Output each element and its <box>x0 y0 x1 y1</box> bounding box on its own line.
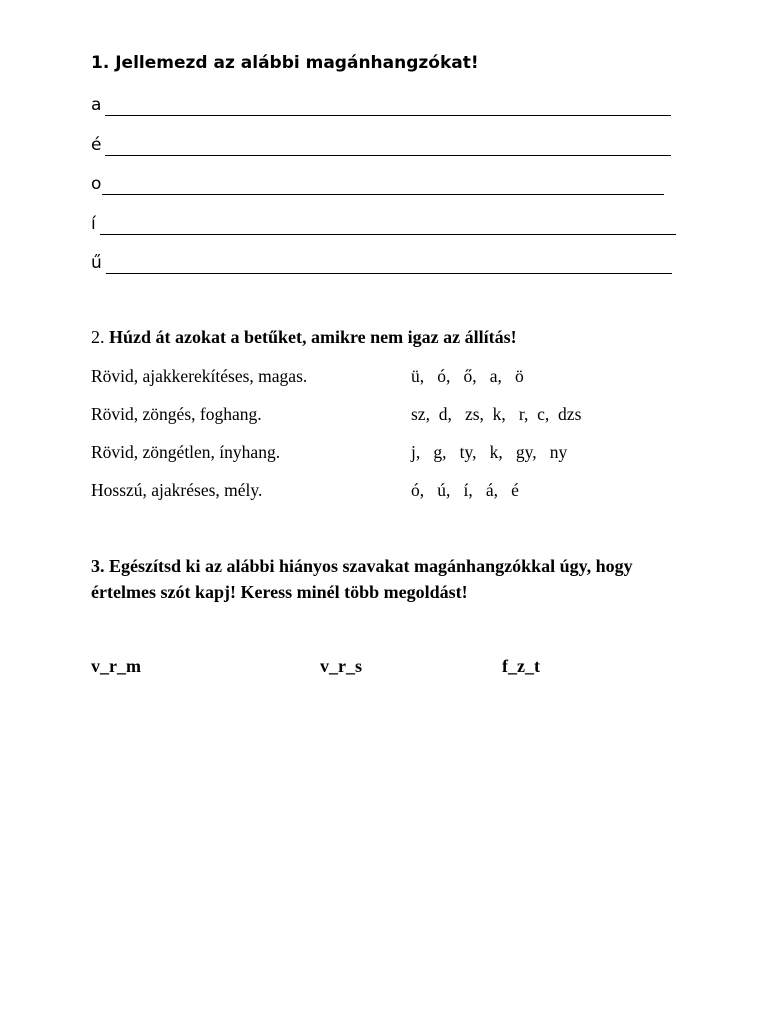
vowel-line-o <box>91 171 664 195</box>
incomplete-word: v_r_m <box>91 656 141 676</box>
vowel-line-a <box>91 92 671 116</box>
vowel-line-e-acute <box>91 132 671 156</box>
statement-text: Hosszú, ajakréses, mély. <box>91 480 263 500</box>
letter-options[interactable]: j, g, ty, k, gy, ny <box>411 442 568 462</box>
statement-row <box>91 404 711 428</box>
section2-title <box>91 327 517 348</box>
vowel-line-u-double-acute <box>91 250 672 274</box>
section3-title: 3. Egészítsd ki az alábbi hiányos szavakat magánhangzókkal úgy, hogy értelmes szót kapj! Keress minél több megoldást! <box>91 556 633 602</box>
letter-options[interactable]: sz, d, zs, k, r, c, dzs <box>411 404 582 424</box>
statement-text: Rövid, zöngés, foghang. <box>91 404 262 424</box>
section2-number: 2 <box>91 327 100 347</box>
vowel-letter: é <box>91 135 102 155</box>
answer-blank[interactable] <box>106 255 672 274</box>
section2-dot: . <box>100 327 105 347</box>
statement-row <box>91 442 711 466</box>
answer-blank[interactable] <box>105 137 671 156</box>
statement-row <box>91 480 711 504</box>
incomplete-word: f_z_t <box>502 656 540 676</box>
section2-title-text: Húzd át azokat a betűket, amikre nem igaz az állítás! <box>104 327 517 347</box>
vowel-letter: a <box>91 95 102 115</box>
letter-options[interactable]: ü, ó, ő, a, ö <box>411 366 524 386</box>
section1-title-text: Jellemezd az alábbi magánhangzókat! <box>109 53 479 73</box>
statement-row <box>91 366 711 390</box>
vowel-line-i-acute <box>91 211 676 235</box>
answer-blank[interactable] <box>102 176 664 195</box>
answer-blank[interactable] <box>100 216 676 235</box>
vowel-letter: í <box>91 214 96 234</box>
incomplete-word: v_r_s <box>320 656 362 676</box>
statement-text: Rövid, zöngétlen, ínyhang. <box>91 442 281 462</box>
vowel-letter: o <box>91 174 102 194</box>
section1-number: 1. <box>91 53 110 73</box>
letter-options[interactable]: ó, ú, í, á, é <box>411 480 519 500</box>
vowel-letter: ű <box>91 253 102 273</box>
statement-text: Rövid, ajakkerekítéses, magas. <box>91 366 308 386</box>
section1-title <box>91 53 479 73</box>
answer-blank[interactable] <box>105 97 671 116</box>
